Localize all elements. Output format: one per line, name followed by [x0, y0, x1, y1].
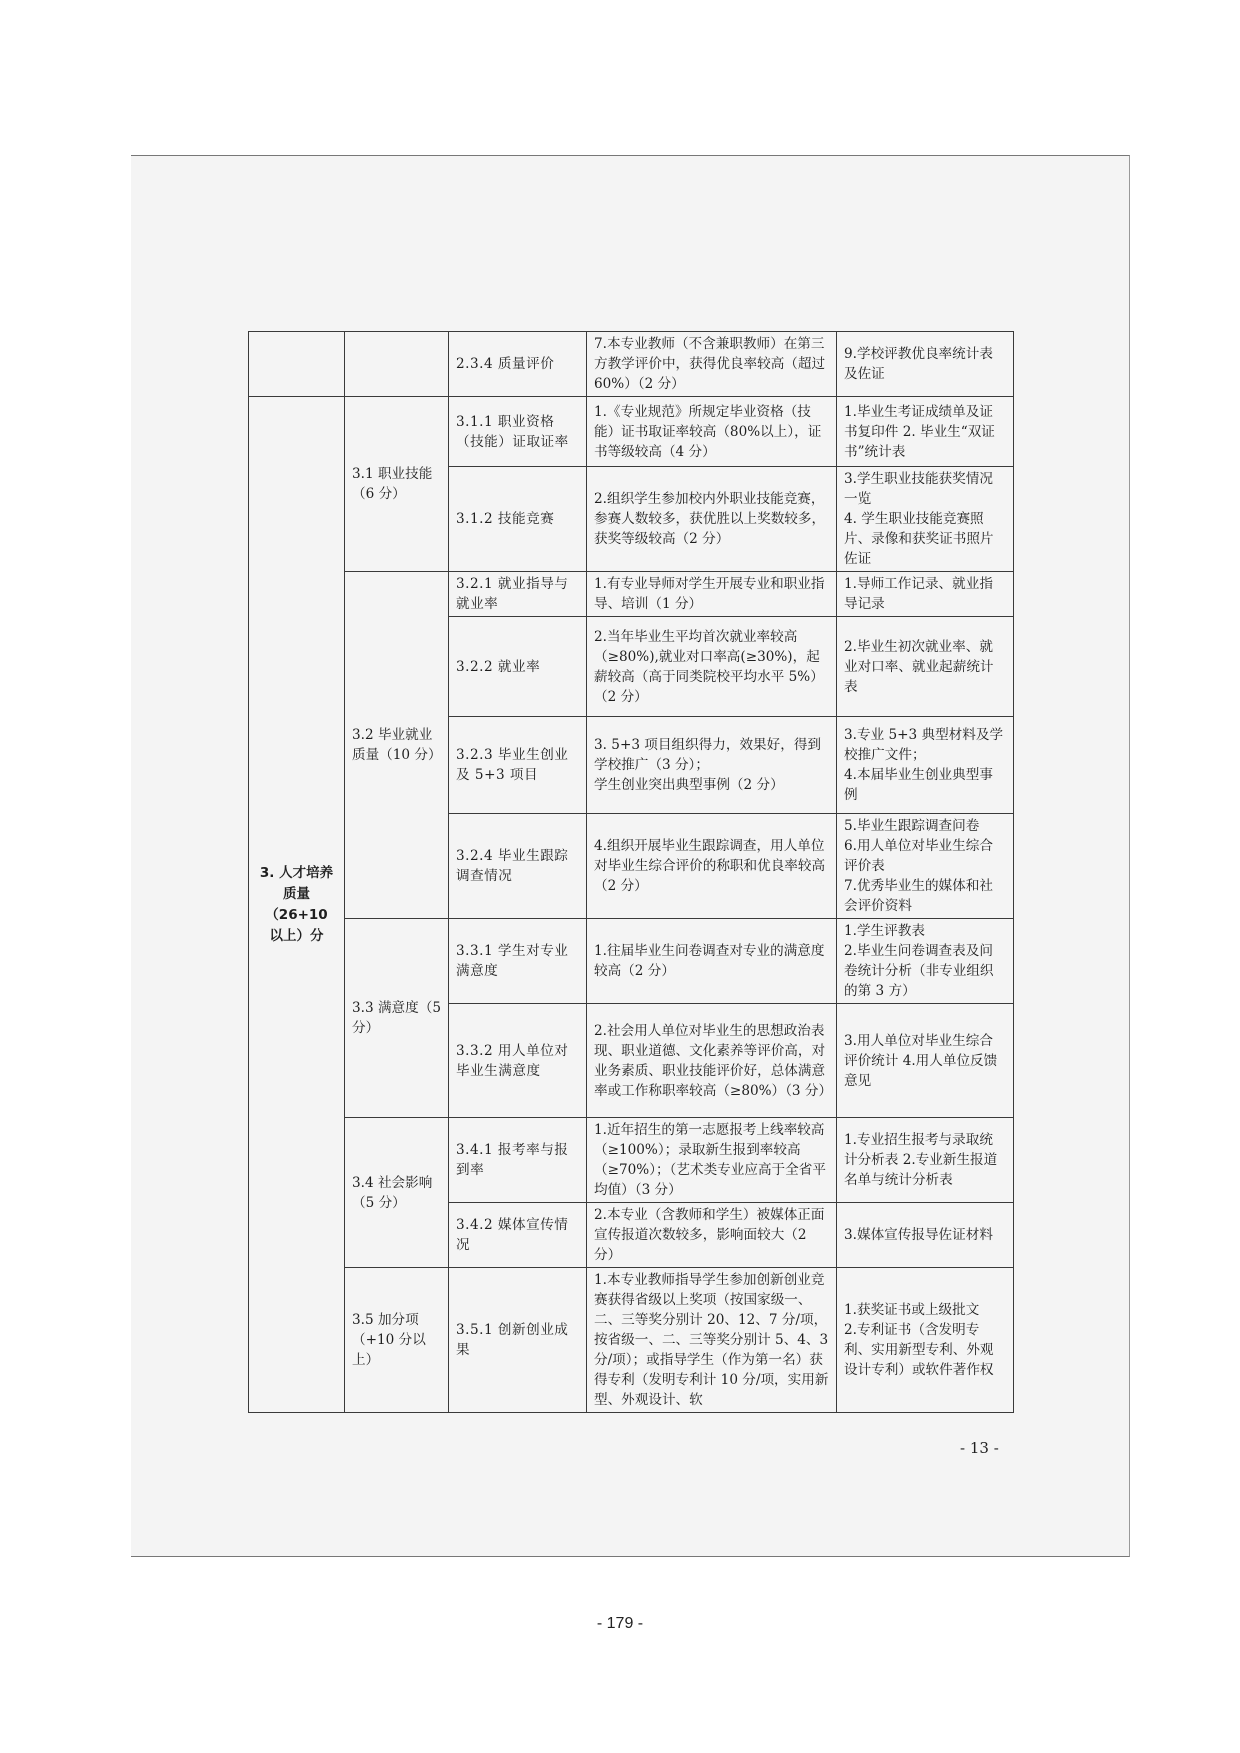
- empty-cell: [249, 332, 345, 397]
- empty-cell: [345, 332, 449, 397]
- subcategory-cell: 3.1 职业技能（6 分）: [345, 397, 449, 572]
- item-cell: 3.4.2 媒体宣传情况: [449, 1203, 587, 1268]
- criteria-cell: 1.《专业规范》所规定毕业资格（技能）证书取证率较高（80%以上），证书等级较高（4 分）: [587, 397, 837, 467]
- criteria-cell: 3. 5+3 项目组织得力，效果好，得到学校推广（3 分）； 学生创业突出典型事例（2 分）: [587, 717, 837, 814]
- item-cell: 3.5.1 创新创业成果: [449, 1268, 587, 1413]
- subcategory-cell: 3.5 加分项（+10 分以上）: [345, 1268, 449, 1413]
- table-row: [249, 1268, 1014, 1413]
- evidence-cell: 3.媒体宣传报导佐证材料: [837, 1203, 1014, 1268]
- item-cell: 3.4.1 报考率与报到率: [449, 1118, 587, 1203]
- criteria-cell: 7.本专业教师（不含兼职教师）在第三方教学评价中，获得优良率较高（超过 60%）（2 分）: [587, 332, 837, 397]
- evidence-cell: 1.获奖证书或上级批文 2.专利证书（含发明专利、实用新型专利、外观设计专利）或软件著作权: [837, 1268, 1014, 1413]
- inner-page-number: - 13 -: [960, 1439, 999, 1457]
- table-row: [249, 397, 1014, 467]
- subcategory-cell: 3.3 满意度（5 分）: [345, 919, 449, 1118]
- item-cell: 3.1.1 职业资格（技能）证取证率: [449, 397, 587, 467]
- criteria-cell: 1.本专业教师指导学生参加创新创业竞赛获得省级以上奖项（按国家级一、二、三等奖分别计 20、12、7 分/项，按省级一、二、三等奖分别计 5、4、3 分/项）；或指导学生（作为第一名）获得专利（发明专利计 10 分/项，实用新型、外观设计、软: [587, 1268, 837, 1413]
- criteria-cell: 1.往届毕业生问卷调查对专业的满意度较高（2 分）: [587, 919, 837, 1004]
- category-cell: 3. 人才培养 质量（26+10 以上）分: [249, 397, 345, 1413]
- table-row: [249, 572, 1014, 617]
- criteria-cell: 2.本专业（含教师和学生）被媒体正面宣传报道次数较多，影响面较大（2 分）: [587, 1203, 837, 1268]
- evidence-cell: 1.专业招生报考与录取统计分析表 2.专业新生报道名单与统计分析表: [837, 1118, 1014, 1203]
- item-cell: 3.2.1 就业指导与就业率: [449, 572, 587, 617]
- item-cell: 3.2.2 就业率: [449, 617, 587, 717]
- item-cell: 3.2.3 毕业生创业及 5+3 项目: [449, 717, 587, 814]
- evidence-cell: 9.学校评教优良率统计表及佐证: [837, 332, 1014, 397]
- evaluation-table: [248, 331, 1014, 1413]
- criteria-cell: 2.社会用人单位对毕业生的思想政治表现、职业道德、文化素养等评价高，对业务素质、职业技能评价好，总体满意率或工作称职率较高（≥80%）（3 分）: [587, 1004, 837, 1118]
- table-row: [249, 332, 1014, 397]
- evidence-cell: 1.导师工作记录、就业指导记录: [837, 572, 1014, 617]
- evidence-cell: 3.专业 5+3 典型材料及学校推广文件； 4.本届毕业生创业典型事例: [837, 717, 1014, 814]
- evidence-cell: 1.毕业生考证成绩单及证书复印件 2. 毕业生“双证书”统计表: [837, 397, 1014, 467]
- subcategory-cell: 3.2 毕业就业质量（10 分）: [345, 572, 449, 919]
- evidence-cell: 3.用人单位对毕业生综合评价统计 4.用人单位反馈意见: [837, 1004, 1014, 1118]
- evidence-cell: 1.学生评教表 2.毕业生问卷调查表及问卷统计分析（非专业组织的第 3 方）: [837, 919, 1014, 1004]
- criteria-cell: 4.组织开展毕业生跟踪调查，用人单位对毕业生综合评价的称职和优良率较高（2 分）: [587, 814, 837, 919]
- item-cell: 3.3.1 学生对专业满意度: [449, 919, 587, 1004]
- item-cell: 3.3.2 用人单位对毕业生满意度: [449, 1004, 587, 1118]
- evidence-cell: 5.毕业生跟踪调查问卷 6.用人单位对毕业生综合评价表 7.优秀毕业生的媒体和社会评价资料: [837, 814, 1014, 919]
- page-number: - 179 -: [596, 1615, 644, 1632]
- table-row: [249, 919, 1014, 1004]
- table-row: [249, 1118, 1014, 1203]
- criteria-cell: 2.当年毕业生平均首次就业率较高（≥80%),就业对口率高(≥30%)，起薪较高（高于同类院校平均水平 5%）（2 分）: [587, 617, 837, 717]
- item-cell: 2.3.4 质量评价: [449, 332, 587, 397]
- criteria-cell: 2.组织学生参加校内外职业技能竞赛，参赛人数较多，获优胜以上奖数较多，获奖等级较高（2 分）: [587, 467, 837, 572]
- item-cell: 3.1.2 技能竞赛: [449, 467, 587, 572]
- criteria-cell: 1.近年招生的第一志愿报考上线率较高（≥100%）；录取新生报到率较高（≥70%）；（艺术类专业应高于全省平均值）（3 分）: [587, 1118, 837, 1203]
- item-cell: 3.2.4 毕业生跟踪调查情况: [449, 814, 587, 919]
- subcategory-cell: 3.4 社会影响（5 分）: [345, 1118, 449, 1268]
- evidence-cell: 2.毕业生初次就业率、就业对口率、就业起薪统计表: [837, 617, 1014, 717]
- criteria-cell: 1.有专业导师对学生开展专业和职业指导、培训（1 分）: [587, 572, 837, 617]
- evidence-cell: 3.学生职业技能获奖情况一览 4. 学生职业技能竞赛照片、录像和获奖证书照片佐证: [837, 467, 1014, 572]
